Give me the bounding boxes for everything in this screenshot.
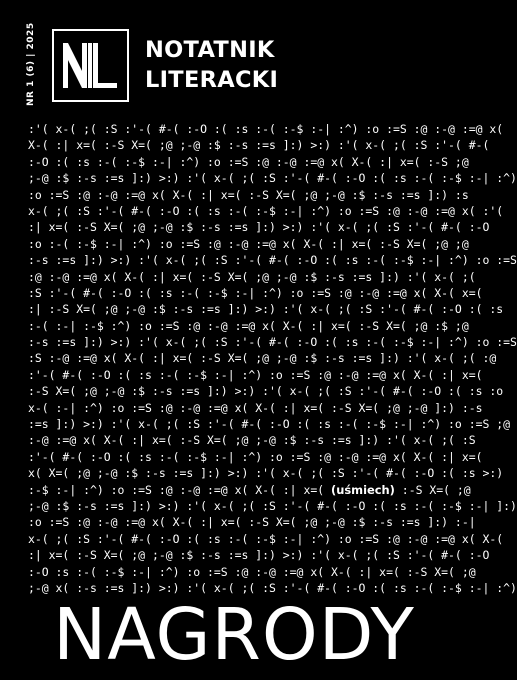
nl-monogram-icon xyxy=(54,31,127,100)
emoticon-line: :-O :( :s :-( :-$ :-| :^) :o :=S :@ :-@ :=@ x( X-( :| x=( :-S ;@ xyxy=(28,154,469,169)
emoticon-line: :-@ :=@ x( X-( :| x=( :-S X=( ;@ ;-@ :$ :-s :=s ]:) :'( x-( ;( :S xyxy=(28,433,476,448)
emoticon-line: ;-@ x( :-s :=s ]:) >:) :'( x-( ;( :S :'-( #-( :-O :( :s :-( :-$ :-| :^) xyxy=(28,580,517,595)
emoticon-line: :-S X=( ;@ ;-@ :$ :-s :=s ]:) >:) :'( x-( ;( :S :'-( #-( :-O :( :s :o xyxy=(28,384,504,399)
emoticon-line: :-s :=s ]:) >:) :'( x-( ;( :S :'-( #-( :-O :( :s :-( :-$ :-| :^) :o :=S xyxy=(28,253,517,268)
highlighted-word: (uśmiech) xyxy=(330,482,395,497)
main-heading: NAGRODY xyxy=(53,593,415,676)
emoticon-line: :-$ :-| :^) :o :=S :@ :-@ :=@ x( X-( :| x=( (uśmiech) :-S X=( ;@ xyxy=(28,482,471,497)
emoticon-line: X-( :| x=( :-S X=( ;@ ;-@ :$ :-s :=s ]:) >:) :'( x-( ;( :S :'-( #-( xyxy=(28,138,490,153)
emoticon-line: :-O :s :-( :-$ :-| :^) :o :=S :@ :-@ :=@ x( X-( :| x=( :-S X=( ;@ xyxy=(28,564,476,579)
issue-number: NR 1 (6) | 2025 xyxy=(26,22,36,106)
journal-title-line: NOTATNIK xyxy=(145,37,275,63)
emoticon-line: :o :=S :@ :-@ :=@ x( X-( :| x=( :-S X=( ;@ ;-@ :$ :-s :=s ]:) :-| xyxy=(28,515,476,530)
emoticon-line: :-( :-| :-$ :^) :o :=S :@ :-@ :=@ x( X-( :| x=( :-S X=( ;@ :$ ;@ xyxy=(28,318,469,333)
emoticon-line: :@ :-@ :=@ x( X-( :| x=( :-S X=( ;@ ;-@ :$ :-s :=s ]:) :'( x-( ;( xyxy=(28,269,476,284)
journal-title xyxy=(145,35,278,95)
emoticon-line: x-( :-| :^) :o :=S :@ :-@ :=@ x( X-( :| x=( :-S X=( ;@ ;-@ ]:) :-s xyxy=(28,400,483,415)
emoticon-line: :S :-@ :=@ x( X-( :| x=( :-S X=( ;@ ;-@ :$ :-s :=s ]:) :'( x-( ;( :@ xyxy=(28,351,497,366)
journal-title-line: LITERACKI xyxy=(145,67,279,93)
journal-logo xyxy=(52,29,129,102)
emoticon-line: :o :=S :@ :-@ :=@ x( X-( :| x=( :-S X=( ;@ ;-@ :$ :-s :=s ]:) :s xyxy=(28,187,469,202)
emoticon-line: :| :-S X=( ;@ ;-@ :$ :-s :=s ]:) >:) :'( x-( ;( :S :'-( #-( :-O :( :s xyxy=(28,302,504,317)
emoticon-line: :o :-( :-$ :-| :^) :o :=S :@ :-@ :=@ x( X-( :| x=( :-S X=( ;@ ;@ xyxy=(28,236,469,251)
emoticon-line: :'-( #-( :-O :( :s :-( :-$ :-| :^) :o :=S :@ :-@ :=@ x( X-( :| x=( xyxy=(28,367,483,382)
emoticon-line: :=s ]:) >:) :'( x-( ;( :S :'-( #-( :-O :( :s :-( :-$ :-| :^) :o :=S ;@ xyxy=(28,417,511,432)
emoticon-line: x-( ;( :S :'-( #-( :-O :( :s :-( :-$ :-| :^) :o :=S :@ :-@ :=@ x( X-( xyxy=(28,531,504,546)
emoticon-line: :| x=( :-S X=( ;@ ;-@ :$ :-s :=s ]:) >:) :'( x-( ;( :S :'-( #-( :-O xyxy=(28,548,490,563)
emoticon-line: ;-@ :$ :-s :=s ]:) >:) :'( x-( ;( :S :'-( #-( :-O :( :s :-( :-$ :-| ]:) xyxy=(28,498,517,513)
emoticon-line: :-s :=s ]:) >:) :'( x-( ;( :S :'-( #-( :-O :( :s :-( :-$ :-| :^) :o :=S xyxy=(28,335,517,350)
emoticon-line: x( X=( ;@ ;-@ :$ :-s :=s ]:) >:) :'( x-( ;( :S :'-( #-( :-O :( :s >:) xyxy=(28,466,504,481)
emoticon-line: :'-( #-( :-O :( :s :-( :-$ :-| :^) :o :=S :@ :-@ :=@ x( X-( :| x=( xyxy=(28,449,483,464)
emoticon-line: :S :'-( #-( :-O :( :s :-( :-$ :-| :^) :o :=S :@ :-@ :=@ x( X-( x=( xyxy=(28,285,483,300)
emoticon-line: :'( x-( ;( :S :'-( #-( :-O :( :s :-( :-$ :-| :^) :o :=S :@ :-@ :=@ x( xyxy=(28,122,504,136)
emoticon-line: x-( ;( :S :'-( #-( :-O :( :s :-( :-$ :-| :^) :o :=S :@ :-@ :=@ x( :'( xyxy=(28,203,504,218)
emoticon-text-block xyxy=(28,121,517,611)
emoticon-line: :| x=( :-S X=( ;@ ;-@ :$ :-s :=s ]:) >:) :'( x-( ;( :S :'-( #-( :-O xyxy=(28,220,490,235)
emoticon-line: ;-@ :$ :-s :=s ]:) >:) :'( x-( ;( :S :'-( #-( :-O :( :s :-( :-$ :-| :^) xyxy=(28,171,517,186)
